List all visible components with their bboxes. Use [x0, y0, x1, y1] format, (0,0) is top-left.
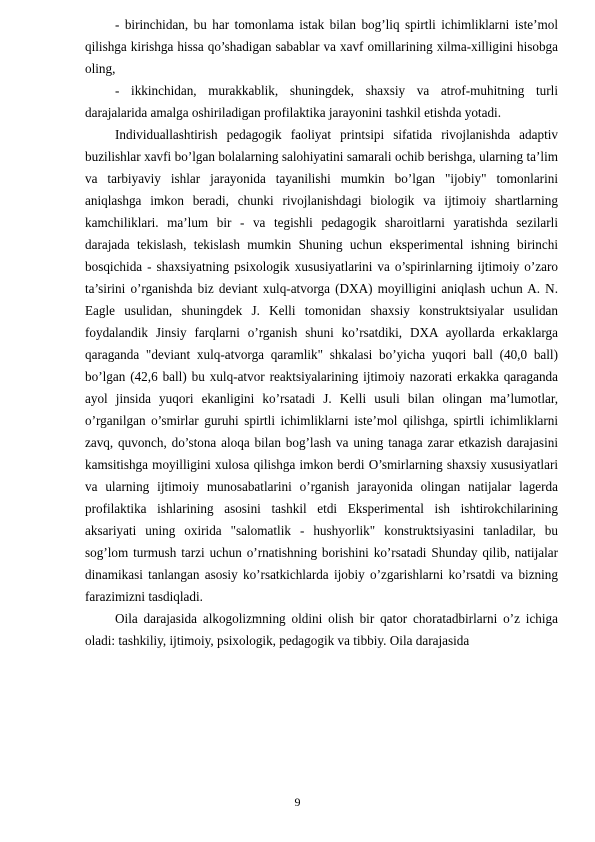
- paragraph-individualization: Individuallashtirish pedagogik faoliyat printsipi sifatida rivojlanishda adaptiv buzilishlar xavfi bo’lgan bolalarning salohiyatini samarali ochib berishga, ularning ta’lim va tarbiyaviy ishlar jarayonida tayanilishi mumkin bo’lgan "ijobiy" tomonlarini aniqlashga imkon beradi, chunki rivojlanishdagi biologik va ijtimoiy shartlarning kamchiliklari. ma’lum bir - va tegishli pedagogik sharoitlarni yaratishda sezilarli darajada tekislash, tekislash mumkin Shuning uchun eksperimental ishning birinchi bosqichida - shaxsiyatning psixologik xususiyatlarini va o’spirinlarning ijtimoiy o’zaro ta’sirini o’rganishda biz deviant xulq-atvorga (DXA) moyilligini aniqlash uchun A. N. Eagle usulidan, shuningdek J. Kelli tomonidan shaxsiy konstruktsiyalar usulidan foydalandik Jinsiy farqlarni o’rganish shuni ko’rsatdiki, DXA ayollarda erkaklarga qaraganda "deviant xulq-atvorga qaramlik" shkalasi bo’yicha yuqori ball (40,0 ball) bo’lgan (42,6 ball) bu xulq-atvor reaktsiyalarining ijtimoiy nazorati erkakka qaraganda ayol jinsida yuqori ekanligini ko’rsatadi J. Kelli usuli bilan olingan ma’lumotlar, o’rganilgan o’smirlar guruhi spirtli ichimliklarni iste’mol qilishga, spirtli ichimliklarni zavq, quvonch, do’stona aloqa bilan bog’lash va uning tanaga zarar etkazish darajasini kamsitishga moyilligini xulosa qilishga imkon berdi O’smirlarning shaxsiy xususiyatlari va ularning ijtimoiy munosabatlarini o’rganish jarayonida olingan natijalar lagerda profilaktika ishlarining asosini tashkil etdi Eksperimental ish ishtirokchilarining aksariyati uning oxirida "salomatlik - hushyorlik" konstruktsiyasini tanladilar, bu sog’lom turmush tarzi uchun o’rnatishning borishini ko’rsatadi Shunday qilib, natijalar dinamikasi tanlangan asosiy ko’rsatkichlarda ijobiy o’zgarishlarni ko’rsatdi va bizning farazimizni tasdiqladi.: [85, 127, 558, 604]
- paragraph-complexity: - ikkinchidan, murakkablik, shuningdek, shaxsiy va atrof-muhitning turli darajalarida amalga oshiriladigan profilaktika jarayonini tashkil etishda yotadi.: [85, 83, 558, 120]
- page-body: [85, 14, 558, 652]
- page-number: 9: [294, 795, 301, 809]
- paragraph-family-prevention: Oila darajasida alkogolizmning oldini olish bir qator choratadbirlarni o’z ichiga oladi: tashkiliy, ijtimoiy, psixologik, pedagogik va tibbiy. Oila darajasida: [85, 611, 558, 648]
- paragraph-risk-factors: - birinchidan, bu har tomonlama istak bilan bog’liq spirtli ichimliklarni iste’mol qilishga kirishga hissa qo’shadigan sabablar va xavf omillarining xilma-xilligini hisobga oling,: [85, 17, 558, 76]
